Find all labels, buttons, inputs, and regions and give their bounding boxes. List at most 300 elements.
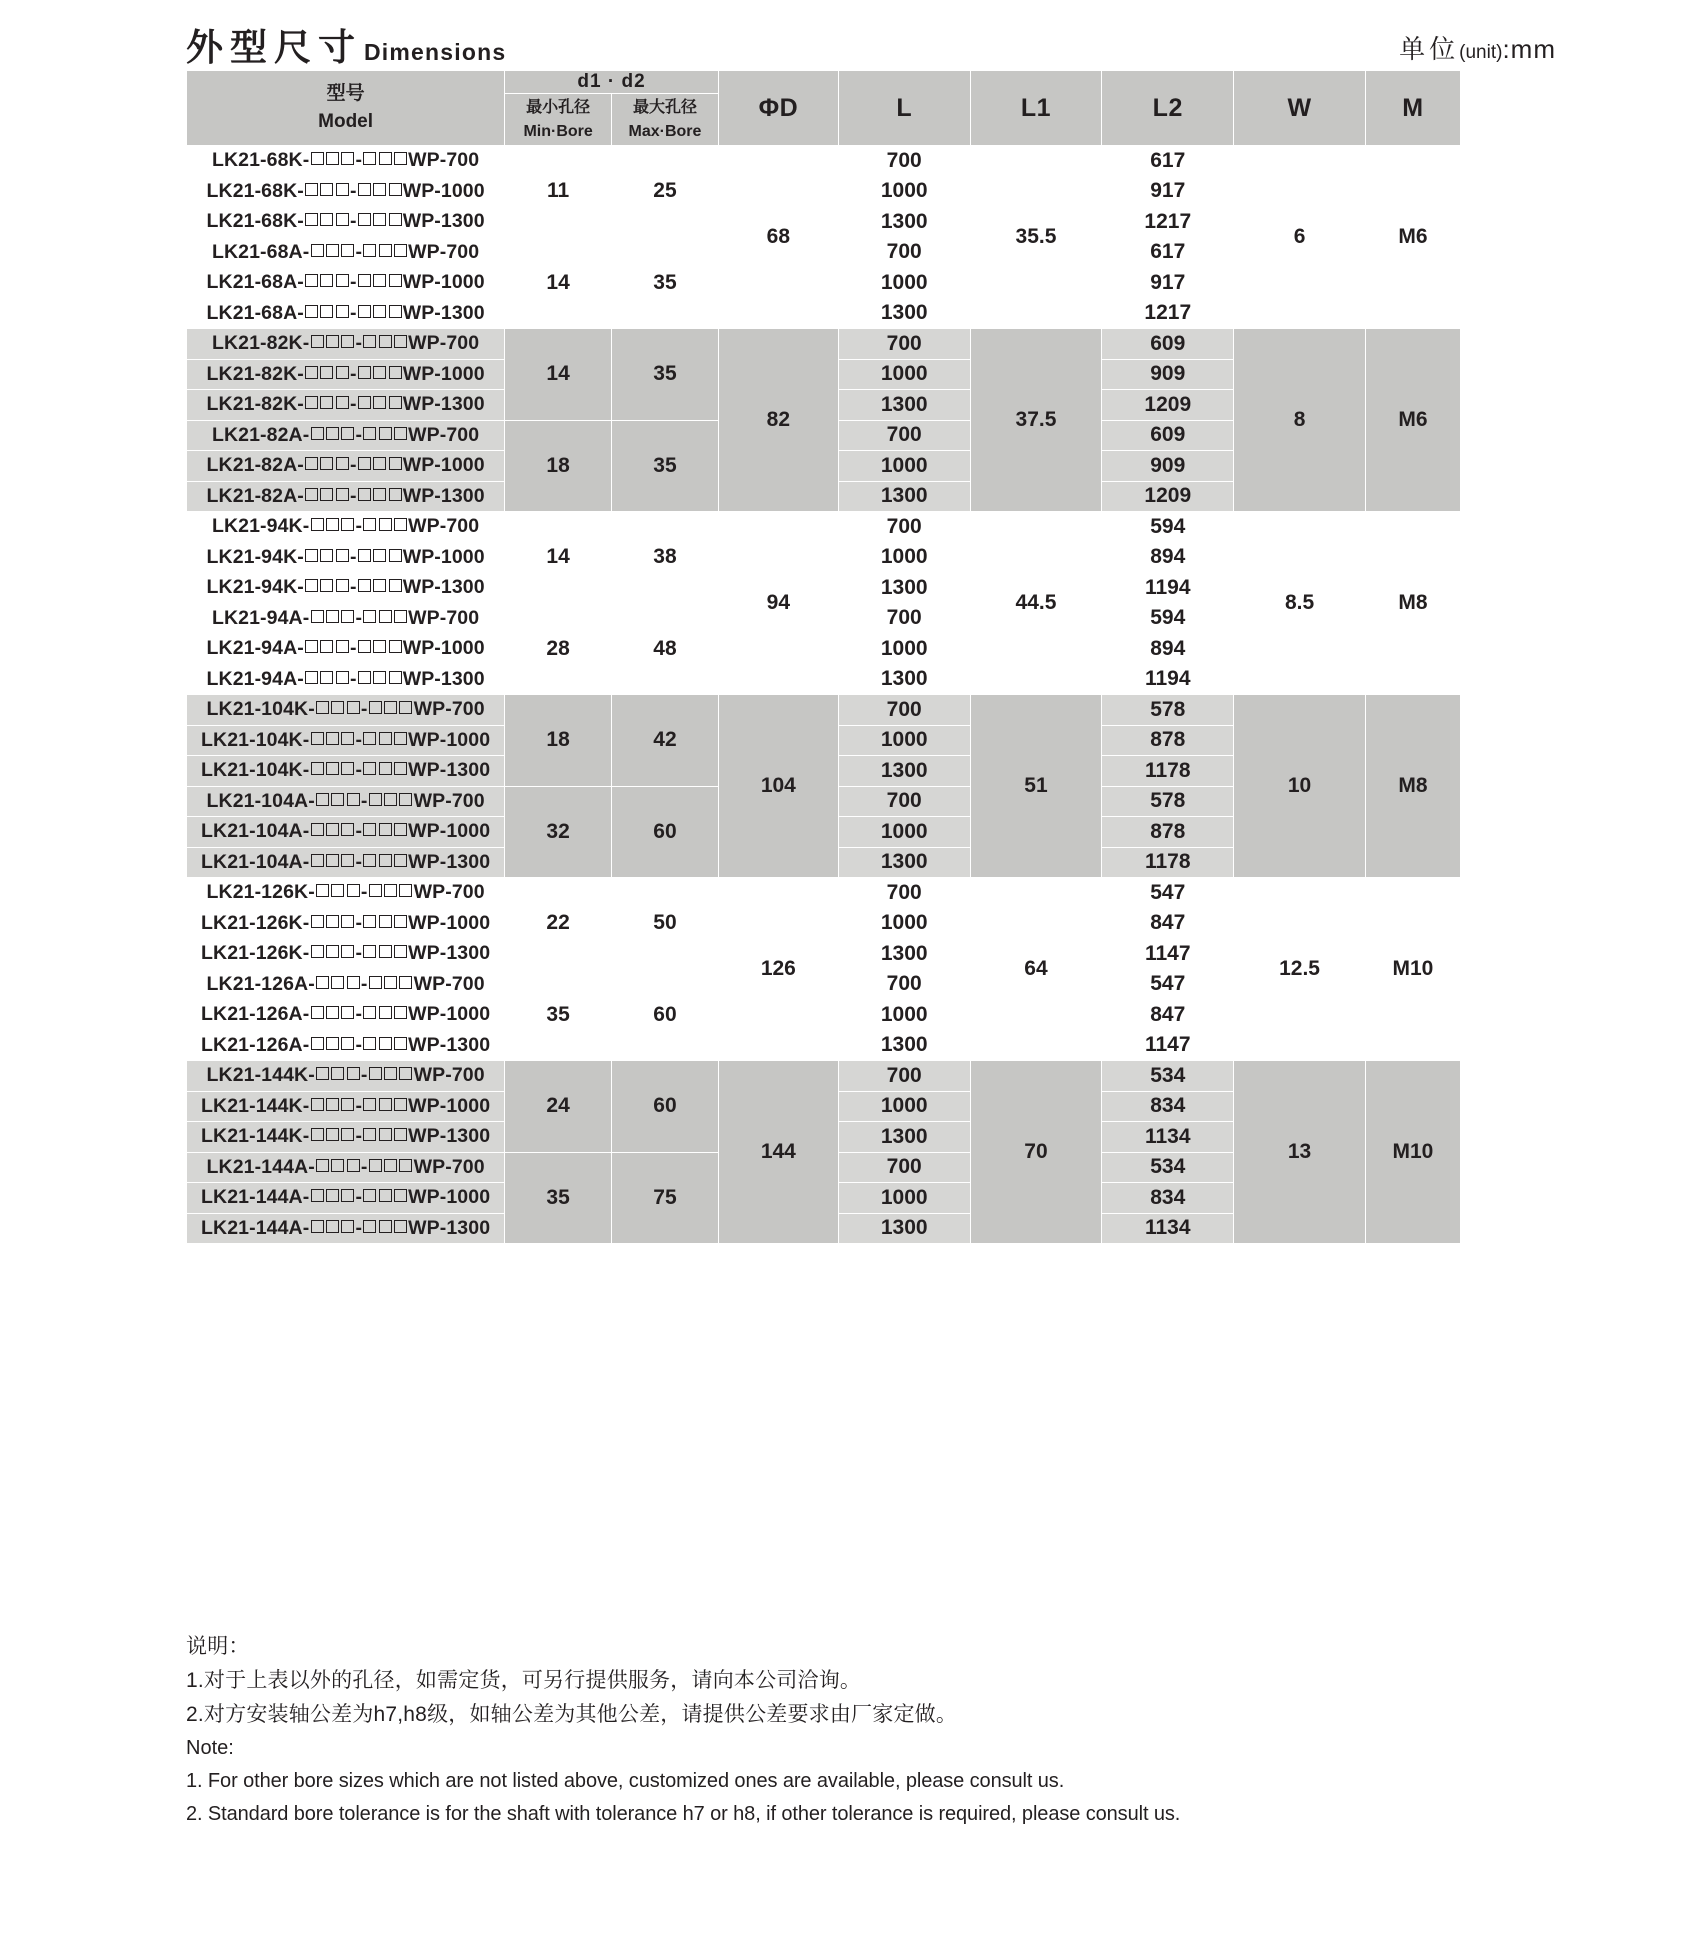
cell-l2: 617 [1102,146,1234,177]
placeholder-box [305,549,318,562]
model-dash: - [349,454,357,477]
placeholder-box [320,305,333,318]
cell-l2: 594 [1102,512,1234,543]
model-dash: - [360,881,368,904]
placeholder-box [384,701,397,714]
col-header-l: L [838,71,970,146]
model-suffix: WP-1000 [408,1094,491,1117]
placeholder-box [379,915,392,928]
placeholder-box [336,274,349,287]
model-suffix: WP-1300 [402,667,485,690]
model-suffix: WP-1000 [408,911,491,934]
placeholder-box [316,884,329,897]
model-prefix: LK21-104K- [201,728,310,751]
cell-l: 1300 [838,664,970,695]
placeholder-box [389,488,402,501]
model-prefix: LK21-68A- [206,301,304,324]
model-suffix: WP-700 [408,332,480,355]
placeholder-box [305,396,318,409]
model-prefix: LK21-144K- [206,1064,315,1087]
model-suffix: WP-1000 [402,179,485,202]
cell-max-bore: 35 [612,420,719,512]
model-suffix: WP-700 [408,606,480,629]
placeholder-box [305,213,318,226]
placeholder-box [341,427,354,440]
placeholder-box [326,335,339,348]
cell-l: 1300 [838,390,970,421]
placeholder-box [326,762,339,775]
placeholder-box [331,884,344,897]
model-dash: - [360,789,368,812]
cell-phid: 104 [718,695,838,878]
cell-min-bore: 18 [505,695,612,787]
cell-l: 1300 [838,298,970,329]
cell-max-bore: 35 [612,329,719,421]
model-suffix: WP-700 [413,698,485,721]
model-prefix: LK21-94K- [206,576,304,599]
placeholder-box [326,1220,339,1233]
model-prefix: LK21-144K- [201,1125,310,1148]
placeholder-box [358,274,371,287]
placeholder-box [389,579,402,592]
model-suffix: WP-1000 [402,271,485,294]
placeholder-box [379,945,392,958]
cell-w: 8.5 [1234,512,1366,695]
cell-l2: 917 [1102,268,1234,299]
placeholder-box [311,732,324,745]
placeholder-box [311,1128,324,1141]
model-prefix: LK21-126K- [201,942,310,965]
placeholder-box [373,366,386,379]
placeholder-box [320,457,333,470]
model-suffix: WP-1300 [402,484,485,507]
model-suffix: WP-700 [413,1155,485,1178]
cell-l: 1000 [838,542,970,573]
cell-model [187,1061,505,1092]
cell-m: M10 [1365,878,1460,1061]
model-prefix: LK21-82A- [206,484,304,507]
model-suffix: WP-700 [413,1064,485,1087]
placeholder-box [347,1067,360,1080]
cell-l: 1000 [838,359,970,390]
placeholder-box [305,457,318,470]
cell-m: M6 [1365,329,1460,512]
model-dash: - [349,362,357,385]
model-dash: - [360,698,368,721]
model-dash: - [355,1033,363,1056]
placeholder-box [394,518,407,531]
cell-l1: 35.5 [970,146,1102,329]
page-title-cn: 外型尺寸 [186,27,362,68]
model-suffix: WP-1300 [408,1033,491,1056]
placeholder-box [336,671,349,684]
model-suffix: WP-1300 [402,301,485,324]
col-header-l2: L2 [1102,71,1234,146]
placeholder-box [373,579,386,592]
placeholder-box [336,488,349,501]
model-suffix: WP-1000 [402,362,485,385]
model-suffix: WP-1300 [402,576,485,599]
model-suffix: WP-1300 [408,942,491,965]
cell-m: M10 [1365,1061,1460,1244]
placeholder-box [389,549,402,562]
model-dash: - [355,1003,363,1026]
cell-l: 700 [838,420,970,451]
placeholder-box [358,396,371,409]
col-header-max-bore-cn: 最大孔径 [632,99,697,117]
cell-model [187,908,505,939]
cell-model [187,481,505,512]
col-header-max-bore-en: Max·Bore [628,122,702,140]
placeholder-box [331,976,344,989]
cell-min-bore: 32 [505,786,612,878]
placeholder-box [389,457,402,470]
cell-model [187,1213,505,1244]
model-prefix: LK21-82A- [206,454,304,477]
col-header-d1d2: d1 · d2 [505,71,719,94]
model-suffix: WP-1000 [402,545,485,568]
placeholder-box [341,1220,354,1233]
placeholder-box [394,1098,407,1111]
placeholder-box [394,335,407,348]
placeholder-box [336,213,349,226]
cell-l: 700 [838,969,970,1000]
col-header-model [187,71,505,146]
placeholder-box [373,305,386,318]
col-header-model-cn: 型号 [326,83,365,105]
cell-l: 1300 [838,847,970,878]
model-suffix: WP-700 [408,515,480,538]
placeholder-box [326,1037,339,1050]
model-prefix: LK21-68A- [211,240,310,263]
placeholder-box [399,976,412,989]
model-prefix: LK21-94A- [211,606,310,629]
cell-model [187,847,505,878]
cell-l2: 578 [1102,695,1234,726]
placeholder-box [336,640,349,653]
placeholder-box [347,884,360,897]
model-dash: - [360,1064,368,1087]
model-prefix: LK21-144K- [201,1094,310,1117]
placeholder-box [316,1159,329,1172]
cell-l1: 51 [970,695,1102,878]
placeholder-box [363,915,376,928]
cell-l2: 834 [1102,1091,1234,1122]
cell-l2: 909 [1102,359,1234,390]
cell-max-bore: 35 [612,237,719,329]
cell-model [187,969,505,1000]
cell-model [187,634,505,665]
cell-model [187,451,505,482]
placeholder-box [341,732,354,745]
col-header-model-en: Model [318,111,374,132]
cell-l2: 1194 [1102,573,1234,604]
cell-model [187,1183,505,1214]
cell-model [187,420,505,451]
placeholder-box [311,1189,324,1202]
placeholder-box [336,396,349,409]
placeholder-box [320,549,333,562]
placeholder-box [358,213,371,226]
placeholder-box [363,732,376,745]
placeholder-box [311,854,324,867]
model-prefix: LK21-104K- [201,759,310,782]
placeholder-box [379,732,392,745]
table-row [187,329,1556,360]
placeholder-box [358,549,371,562]
placeholder-box [341,518,354,531]
model-prefix: LK21-68K- [206,179,304,202]
cell-m: M6 [1365,146,1460,329]
placeholder-box [379,335,392,348]
notes-heading-en: Note: [186,1737,234,1759]
placeholder-box [379,427,392,440]
model-dash: - [349,484,357,507]
placeholder-box [389,396,402,409]
cell-max-bore: 60 [612,969,719,1061]
placeholder-box [394,244,407,257]
placeholder-box [389,305,402,318]
placeholder-box [394,1128,407,1141]
cell-l: 1300 [838,1030,970,1061]
placeholder-box [394,854,407,867]
cell-l: 1000 [838,176,970,207]
placeholder-box [341,945,354,958]
placeholder-box [394,152,407,165]
dimensions-table [186,70,1556,1244]
placeholder-box [379,1006,392,1019]
cell-max-bore: 42 [612,695,719,787]
col-header-phid: ΦD [718,71,838,146]
model-dash: - [355,149,363,172]
cell-l2: 917 [1102,176,1234,207]
page-title [186,29,506,66]
placeholder-box [358,640,371,653]
cell-model [187,878,505,909]
model-prefix: LK21-68A- [206,271,304,294]
placeholder-box [363,335,376,348]
model-dash: - [349,576,357,599]
page-title-en: Dimensions [364,39,507,65]
placeholder-box [320,396,333,409]
cell-l2: 894 [1102,542,1234,573]
table-head [187,71,1556,146]
cell-max-bore: 60 [612,786,719,878]
placeholder-box [341,1128,354,1141]
placeholder-box [326,945,339,958]
cell-l2: 878 [1102,817,1234,848]
placeholder-box [311,152,324,165]
placeholder-box [389,366,402,379]
placeholder-box [363,1037,376,1050]
cell-model [187,1000,505,1031]
placeholder-box [326,518,339,531]
model-suffix: WP-700 [408,240,480,263]
placeholder-box [379,762,392,775]
placeholder-box [326,1098,339,1111]
placeholder-box [358,671,371,684]
cell-phid: 144 [718,1061,838,1244]
cell-min-bore: 28 [505,603,612,695]
model-dash: - [349,271,357,294]
model-suffix: WP-1300 [408,1216,491,1239]
placeholder-box [305,671,318,684]
cell-l: 1000 [838,817,970,848]
placeholder-box [379,610,392,623]
placeholder-box [347,976,360,989]
cell-l: 700 [838,603,970,634]
model-dash: - [355,1186,363,1209]
placeholder-box [320,213,333,226]
model-dash: - [355,942,363,965]
model-prefix: LK21-104K- [206,698,315,721]
placeholder-box [399,1159,412,1172]
placeholder-box [379,518,392,531]
placeholder-box [336,457,349,470]
cell-w: 13 [1234,1061,1366,1244]
model-prefix: LK21-68K- [211,149,310,172]
cell-phid: 126 [718,878,838,1061]
cell-l: 1000 [838,725,970,756]
cell-min-bore: 14 [505,237,612,329]
cell-l: 1000 [838,908,970,939]
model-dash: - [360,972,368,995]
cell-m: M8 [1365,512,1460,695]
placeholder-box [320,488,333,501]
placeholder-box [341,1189,354,1202]
cell-phid: 82 [718,329,838,512]
placeholder-box [363,244,376,257]
cell-l2: 609 [1102,329,1234,360]
placeholder-box [373,549,386,562]
cell-l2: 878 [1102,725,1234,756]
cell-l1: 64 [970,878,1102,1061]
placeholder-box [311,762,324,775]
cell-l: 1300 [838,1213,970,1244]
placeholder-box [320,183,333,196]
cell-w: 12.5 [1234,878,1366,1061]
note-en-2: 2. Standard bore tolerance is for the shaft with tolerance h7 or h8, if other tolerance is required, please consult us. [186,1803,1181,1825]
placeholder-box [358,488,371,501]
cell-l2: 1134 [1102,1213,1234,1244]
cell-l2: 1147 [1102,1030,1234,1061]
placeholder-box [369,793,382,806]
cell-l1: 70 [970,1061,1102,1244]
placeholder-box [341,823,354,836]
table-row [187,695,1556,726]
cell-w: 8 [1234,329,1366,512]
placeholder-box [320,671,333,684]
cell-model [187,176,505,207]
placeholder-box [394,1037,407,1050]
cell-phid: 94 [718,512,838,695]
placeholder-box [341,762,354,775]
model-prefix: LK21-82A- [211,423,310,446]
cell-l2: 578 [1102,786,1234,817]
placeholder-box [311,610,324,623]
cell-l: 1000 [838,634,970,665]
cell-max-bore: 50 [612,878,719,970]
cell-l2: 847 [1102,1000,1234,1031]
placeholder-box [394,610,407,623]
cell-model [187,1030,505,1061]
cell-model [187,939,505,970]
placeholder-box [394,762,407,775]
placeholder-box [316,701,329,714]
placeholder-box [326,854,339,867]
cell-max-bore: 60 [612,1061,719,1153]
cell-l2: 1217 [1102,298,1234,329]
cell-max-bore: 75 [612,1152,719,1244]
cell-l2: 1194 [1102,664,1234,695]
placeholder-box [384,976,397,989]
model-suffix: WP-1000 [408,820,491,843]
placeholder-box [305,274,318,287]
placeholder-box [384,1159,397,1172]
model-suffix: WP-1000 [408,728,491,751]
model-dash: - [355,606,363,629]
model-suffix: WP-700 [413,881,485,904]
cell-l2: 1209 [1102,390,1234,421]
placeholder-box [347,793,360,806]
placeholder-box [379,823,392,836]
header-row-top [187,71,1556,94]
col-header-min-bore-cn: 最小孔径 [526,99,591,117]
model-dash: - [355,1094,363,1117]
placeholder-box [389,213,402,226]
model-suffix: WP-1000 [408,1186,491,1209]
note-cn-1: 1.对于上表以外的孔径，如需定货，可另行提供服务，请向本公司洽询。 [186,1669,862,1692]
placeholder-box [341,152,354,165]
placeholder-box [384,793,397,806]
placeholder-box [369,1159,382,1172]
cell-model [187,573,505,604]
model-dash: - [355,240,363,263]
note-cn-2: 2.对方安装轴公差为h7,h8级，如轴公差为其他公差，请提供公差要求由厂家定做。 [186,1703,958,1726]
model-dash: - [349,637,357,660]
placeholder-box [336,366,349,379]
placeholder-box [326,1189,339,1202]
cell-l2: 1217 [1102,207,1234,238]
page-header [186,14,1556,66]
placeholder-box [326,244,339,257]
placeholder-box [326,1128,339,1141]
placeholder-box [311,823,324,836]
placeholder-box [316,1067,329,1080]
unit-label [1399,29,1556,66]
cell-l: 1000 [838,1183,970,1214]
placeholder-box [373,396,386,409]
cell-l1: 37.5 [970,329,1102,512]
placeholder-box [331,701,344,714]
placeholder-box [373,488,386,501]
model-suffix: WP-1000 [402,454,485,477]
placeholder-box [341,854,354,867]
model-prefix: LK21-126A- [201,1033,310,1056]
placeholder-box [389,183,402,196]
cell-l: 1300 [838,1122,970,1153]
placeholder-box [326,610,339,623]
model-dash: - [355,911,363,934]
placeholder-box [331,793,344,806]
cell-min-bore: 24 [505,1061,612,1153]
placeholder-box [363,427,376,440]
placeholder-box [358,579,371,592]
cell-l: 1300 [838,756,970,787]
placeholder-box [326,152,339,165]
cell-l2: 547 [1102,878,1234,909]
placeholder-box [363,945,376,958]
